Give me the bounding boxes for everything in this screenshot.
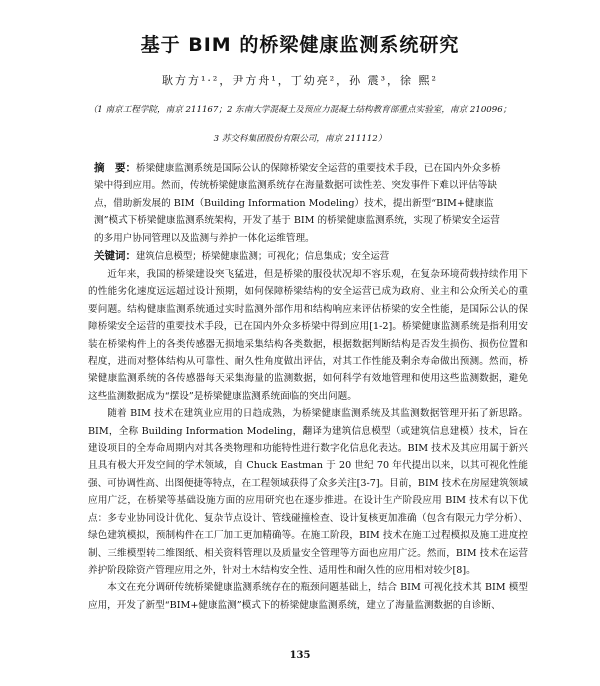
author-list: 耿方方¹·²，尹方舟¹，丁幼亮²，孙 震³，徐 熙² [162,74,438,87]
paper-title: 基于 BIM 的桥梁健康监测系统研究 [140,34,460,56]
keywords-label: 关键词： [94,250,136,262]
body-paragraph-2: 随着 BIM 技术在建筑业应用的日趋成熟，为桥梁健康监测系统及其监测数据管理开拓了新思路。BIM，全称 Building Information Modeling，翻译为建筑信息模型（或建筑信息建模）技术，旨在建设项目的全寿命周期内对其各类物理和功能特性进行数字化信息化表达。BIM 技术及其应用属于新兴且具有极大开发空间的学术领域，自 Chuck Eastman 于 20 世纪 70 年代提出以来，以其可视化性能强、可协调性高、出图便捷等特点，在工程领域获得了众多关注[3-7]。目前，BIM 技术在房屋建筑领域应用广泛，在桥梁等基础设施方面的应用研究也在逐步推进。在设计生产阶段应用 BIM 技术有以下优点：多专业协同设计优化、复杂节点设计、管线碰撞检查、设计复核更加准确（包含有限元力学分析）、绿色建筑模拟，预制构件在工厂加工更加精确等。在施工阶段，BIM 技术在施工过程模拟及施工进度控制、三维模型转二维图纸、相关资料管理以及质量安全管理等方面也应用广泛。然而，BIM 技术在运营养护阶段除资产管理应用之外，针对土木结构安全性、适用性和耐久性的应用相对较少[8]。 [88,408,528,576]
body-paragraph-3: 本文在充分调研传统桥梁健康监测系统存在的瓶颈问题基础上，结合 BIM 可视化技术其 BIM 模型应用，开发了新型“BIM+健康监测”模式下的桥梁健康监测系统，建立了海量监测数据的自诊断、 [88,582,528,611]
keywords-text: 建筑信息模型；桥梁健康监测；可视化；信息集成；安全运营 [136,251,390,262]
body-paragraph-1: 近年来，我国的桥梁建设突飞猛进，但是桥梁的服役状况却不容乐观，在复杂环境荷载持续作用下的性能劣化速度远远超过设计预期，如何保障桥梁结构的安全运营已成为政府、业主和公众所关心的重要问题。结构健康监测系统通过实时监测外部作用和结构响应来评估桥梁的安全性能，是国际公认的保障桥梁安全运营的重要技术手段，已在国内外众多桥梁中得到应用[1-2]。桥梁健康监测系统是指利用安装在桥梁构件上的各类传感器无损地采集结构各类数据，根据数据判断结构是否发生损伤、损伤位置和程度，进而对整体结构从可靠性、耐久性角度做出评估，对其工作性能及剩余寿命做出预测。然而，桥梁健康监测系统的各传感器每天采集海量的监测数据，如何科学有效地管理和使用这些监测数据，避免这些监测数据成为“摆设”是桥梁健康监测系统面临的突出问题。 [88,269,528,402]
abstract [94,160,504,247]
page-number: 135 [289,650,311,661]
keywords [94,248,514,265]
affiliation-line-2: 3 苏交科集团股份有限公司，南京 211112） [213,134,387,144]
body-text [88,266,528,614]
affiliation-line-1: （1 南京工程学院，南京 211167；2 东南大学混凝土及预应力混凝土结构教育部重点实验室，南京 210096； [88,105,512,115]
abstract-text: 桥梁健康监测系统是国际公认的保障桥梁安全运营的重要技术手段，已在国内外众多桥梁中得到应用。然而，传统桥梁健康监测系统存在海量数据可读性差、突发事件下难以评估等缺点，借助新发展的 BIM（Building Information Modeling）技术，提出新型“BIM+健康监测”模式下桥梁健康监测系统架构，开发了基于 BIM 的桥梁健康监测系统，实现了桥梁安全运营的多用户协同管理以及监测与养护一体化运维管理。 [94,163,501,244]
abstract-label: 摘 要： [94,162,136,174]
